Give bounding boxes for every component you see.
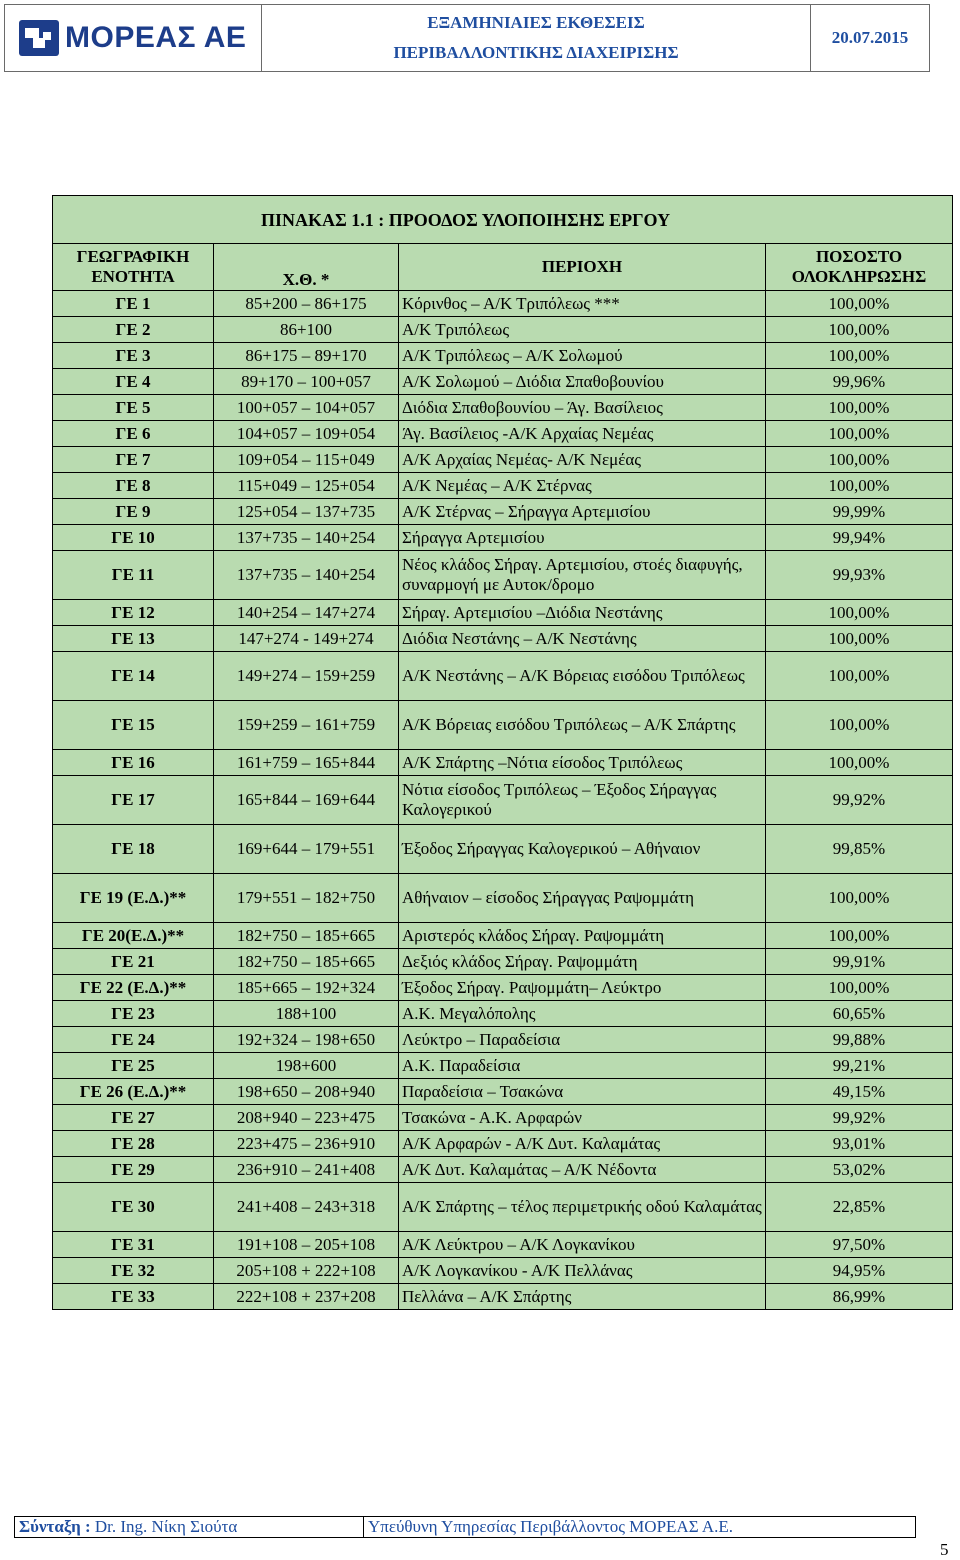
cell-percent: 49,15% bbox=[766, 1079, 953, 1105]
cell-area: Παραδείσια – Τσακώνα bbox=[399, 1079, 766, 1105]
cell-percent: 100,00% bbox=[766, 447, 953, 473]
logo-cell bbox=[5, 5, 262, 72]
cell-area: Α/Κ Λεύκτρου – Α/Κ Λογκανίκου bbox=[399, 1232, 766, 1258]
cell-unit: ΓΕ 11 bbox=[53, 551, 214, 600]
cell-area: Νέος κλάδος Σήραγ. Αρτεμισίου, στοές διαφυγής, συναρμογή με Αυτοκ/δρομο bbox=[399, 551, 766, 600]
cell-chainage: 169+644 – 179+551 bbox=[214, 825, 399, 874]
cell-chainage: 188+100 bbox=[214, 1001, 399, 1027]
table-row bbox=[53, 701, 953, 750]
report-date: 20.07.2015 bbox=[811, 5, 930, 72]
cell-unit: ΓΕ 8 bbox=[53, 473, 214, 499]
cell-unit: ΓΕ 13 bbox=[53, 626, 214, 652]
table-row bbox=[53, 1232, 953, 1258]
table-row bbox=[53, 652, 953, 701]
cell-percent: 100,00% bbox=[766, 652, 953, 701]
cell-area: Διόδια Νεστάνης – Α/Κ Νεστάνης bbox=[399, 626, 766, 652]
cell-chainage: 86+100 bbox=[214, 317, 399, 343]
page-header bbox=[4, 4, 930, 72]
cell-percent: 100,00% bbox=[766, 421, 953, 447]
col-header-area: ΠΕΡΙΟΧΗ bbox=[399, 244, 766, 291]
table-row bbox=[53, 600, 953, 626]
cell-chainage: 182+750 – 185+665 bbox=[214, 923, 399, 949]
cell-area: Α.Κ. Παραδείσια bbox=[399, 1053, 766, 1079]
cell-unit: ΓΕ 6 bbox=[53, 421, 214, 447]
cell-percent: 100,00% bbox=[766, 750, 953, 776]
table-row bbox=[53, 343, 953, 369]
cell-area: Αριστερός κλάδος Σήραγ. Ραψομμάτη bbox=[399, 923, 766, 949]
cell-percent: 60,65% bbox=[766, 1001, 953, 1027]
table-row bbox=[53, 626, 953, 652]
cell-chainage: 149+274 – 159+259 bbox=[214, 652, 399, 701]
table-row bbox=[53, 499, 953, 525]
cell-unit: ΓΕ 15 bbox=[53, 701, 214, 750]
cell-percent: 93,01% bbox=[766, 1131, 953, 1157]
cell-unit: ΓΕ 20(Ε.Δ.)** bbox=[53, 923, 214, 949]
cell-area: Σήραγ. Αρτεμισίου –Διόδια Νεστάνης bbox=[399, 600, 766, 626]
cell-percent: 100,00% bbox=[766, 317, 953, 343]
table-row bbox=[53, 447, 953, 473]
cell-chainage: 104+057 – 109+054 bbox=[214, 421, 399, 447]
cell-percent: 100,00% bbox=[766, 395, 953, 421]
cell-unit: ΓΕ 19 (Ε.Δ.)** bbox=[53, 874, 214, 923]
cell-chainage: 198+650 – 208+940 bbox=[214, 1079, 399, 1105]
cell-chainage: 86+175 – 89+170 bbox=[214, 343, 399, 369]
page-footer bbox=[14, 1516, 916, 1538]
cell-percent: 100,00% bbox=[766, 291, 953, 317]
cell-percent: 22,85% bbox=[766, 1183, 953, 1232]
col-header-unit: ΓΕΩΓΡΑΦΙΚΗ ΕΝΟΤΗΤΑ bbox=[53, 244, 214, 291]
table-row bbox=[53, 551, 953, 600]
table-row bbox=[53, 949, 953, 975]
cell-percent: 99,92% bbox=[766, 1105, 953, 1131]
cell-area: Νότια είσοδος Τριπόλεως – Έξοδος Σήραγγας Καλογερικού bbox=[399, 776, 766, 825]
footer-author-name: Dr. Ing. Νίκη Σιούτα bbox=[94, 1517, 238, 1536]
table-row bbox=[53, 395, 953, 421]
cell-chainage: 137+735 – 140+254 bbox=[214, 525, 399, 551]
cell-chainage: 165+844 – 169+644 bbox=[214, 776, 399, 825]
footer-responsible: Υπεύθυνη Υπηρεσίας Περιβάλλοντος ΜΟΡΕΑΣ Α.Ε. bbox=[364, 1517, 916, 1538]
cell-percent: 99,88% bbox=[766, 1027, 953, 1053]
page-number: 5 bbox=[940, 1540, 949, 1559]
table-row bbox=[53, 1258, 953, 1284]
cell-chainage: 192+324 – 198+650 bbox=[214, 1027, 399, 1053]
table-row bbox=[53, 1079, 953, 1105]
cell-chainage: 125+054 – 137+735 bbox=[214, 499, 399, 525]
cell-area: Α/Κ Λογκανίκου - Α/Κ Πελλάνας bbox=[399, 1258, 766, 1284]
table-row bbox=[53, 1183, 953, 1232]
cell-chainage: 185+665 – 192+324 bbox=[214, 975, 399, 1001]
cell-percent: 99,93% bbox=[766, 551, 953, 600]
cell-area: Α/Κ Τριπόλεως bbox=[399, 317, 766, 343]
table-caption: ΠΙΝΑΚΑΣ 1.1 : ΠΡΟΟΔΟΣ ΥΛΟΠΟΙΗΣΗΣ ΕΡΓΟΥ bbox=[53, 196, 953, 244]
cell-chainage: 161+759 – 165+844 bbox=[214, 750, 399, 776]
cell-percent: 100,00% bbox=[766, 874, 953, 923]
table-row bbox=[53, 473, 953, 499]
cell-percent: 100,00% bbox=[766, 600, 953, 626]
cell-percent: 99,21% bbox=[766, 1053, 953, 1079]
cell-unit: ΓΕ 26 (Ε.Δ.)** bbox=[53, 1079, 214, 1105]
cell-chainage: 115+049 – 125+054 bbox=[214, 473, 399, 499]
cell-chainage: 208+940 – 223+475 bbox=[214, 1105, 399, 1131]
cell-percent: 99,92% bbox=[766, 776, 953, 825]
cell-unit: ΓΕ 21 bbox=[53, 949, 214, 975]
cell-chainage: 109+054 – 115+049 bbox=[214, 447, 399, 473]
cell-area: Τσακώνα - Α.Κ. Αρφαρών bbox=[399, 1105, 766, 1131]
cell-percent: 53,02% bbox=[766, 1157, 953, 1183]
table-row bbox=[53, 317, 953, 343]
cell-unit: ΓΕ 12 bbox=[53, 600, 214, 626]
cell-unit: ΓΕ 7 bbox=[53, 447, 214, 473]
cell-unit: ΓΕ 10 bbox=[53, 525, 214, 551]
cell-percent: 100,00% bbox=[766, 923, 953, 949]
cell-area: Α/Κ Σπάρτης –Νότια είσοδος Τριπόλεως bbox=[399, 750, 766, 776]
cell-area: Α/Κ Αρφαρών - Α/Κ Δυτ. Καλαμάτας bbox=[399, 1131, 766, 1157]
table-row bbox=[53, 776, 953, 825]
cell-unit: ΓΕ 4 bbox=[53, 369, 214, 395]
table-row bbox=[53, 1157, 953, 1183]
cell-chainage: 85+200 – 86+175 bbox=[214, 291, 399, 317]
cell-area: Α/Κ Νεστάνης – Α/Κ Βόρειας εισόδου Τριπόλεως bbox=[399, 652, 766, 701]
cell-chainage: 191+108 – 205+108 bbox=[214, 1232, 399, 1258]
cell-chainage: 100+057 – 104+057 bbox=[214, 395, 399, 421]
cell-unit: ΓΕ 25 bbox=[53, 1053, 214, 1079]
table-row bbox=[53, 1105, 953, 1131]
cell-percent: 97,50% bbox=[766, 1232, 953, 1258]
cell-unit: ΓΕ 28 bbox=[53, 1131, 214, 1157]
report-title bbox=[262, 5, 811, 72]
cell-area: Α/Κ Σπάρτης – τέλος περιμετρικής οδού Καλαμάτας bbox=[399, 1183, 766, 1232]
cell-area: Κόρινθος – Α/Κ Τριπόλεως *** bbox=[399, 291, 766, 317]
cell-chainage: 182+750 – 185+665 bbox=[214, 949, 399, 975]
cell-area: Δεξιός κλάδος Σήραγ. Ραψομμάτη bbox=[399, 949, 766, 975]
cell-area: Α/Κ Αρχαίας Νεμέας- Α/Κ Νεμέας bbox=[399, 447, 766, 473]
cell-percent: 99,94% bbox=[766, 525, 953, 551]
company-logo bbox=[5, 5, 261, 71]
cell-area: Άγ. Βασίλειος -Α/Κ Αρχαίας Νεμέας bbox=[399, 421, 766, 447]
cell-chainage: 89+170 – 100+057 bbox=[214, 369, 399, 395]
cell-unit: ΓΕ 23 bbox=[53, 1001, 214, 1027]
cell-chainage: 179+551 – 182+750 bbox=[214, 874, 399, 923]
cell-area: Α/Κ Νεμέας – Α/Κ Στέρνας bbox=[399, 473, 766, 499]
logo-text: ΜΟΡΕΑΣ ΑΕ bbox=[65, 21, 247, 54]
table-row bbox=[53, 825, 953, 874]
cell-unit: ΓΕ 18 bbox=[53, 825, 214, 874]
cell-area: Έξοδος Σήραγ. Ραψομμάτη– Λεύκτρο bbox=[399, 975, 766, 1001]
table-row bbox=[53, 975, 953, 1001]
cell-percent: 86,99% bbox=[766, 1284, 953, 1310]
table-row bbox=[53, 1053, 953, 1079]
cell-percent: 100,00% bbox=[766, 473, 953, 499]
logo-map-icon bbox=[19, 20, 59, 56]
table-row bbox=[53, 1284, 953, 1310]
cell-chainage: 198+600 bbox=[214, 1053, 399, 1079]
cell-unit: ΓΕ 29 bbox=[53, 1157, 214, 1183]
cell-unit: ΓΕ 22 (Ε.Δ.)** bbox=[53, 975, 214, 1001]
cell-unit: ΓΕ 30 bbox=[53, 1183, 214, 1232]
cell-area: Α/Κ Βόρειας εισόδου Τριπόλεως – Α/Κ Σπάρτης bbox=[399, 701, 766, 750]
progress-table bbox=[52, 195, 953, 1310]
cell-unit: ΓΕ 24 bbox=[53, 1027, 214, 1053]
table-row bbox=[53, 1001, 953, 1027]
cell-percent: 99,96% bbox=[766, 369, 953, 395]
cell-unit: ΓΕ 9 bbox=[53, 499, 214, 525]
cell-area: Έξοδος Σήραγγας Καλογερικού – Αθήναιον bbox=[399, 825, 766, 874]
col-header-chainage: Χ.Θ. * bbox=[214, 244, 399, 291]
table-header-row bbox=[53, 244, 953, 291]
cell-chainage: 137+735 – 140+254 bbox=[214, 551, 399, 600]
cell-unit: ΓΕ 31 bbox=[53, 1232, 214, 1258]
cell-unit: ΓΕ 32 bbox=[53, 1258, 214, 1284]
table-row bbox=[53, 525, 953, 551]
cell-unit: ΓΕ 3 bbox=[53, 343, 214, 369]
cell-percent: 100,00% bbox=[766, 343, 953, 369]
cell-area: Πελλάνα – Α/Κ Σπάρτης bbox=[399, 1284, 766, 1310]
cell-unit: ΓΕ 5 bbox=[53, 395, 214, 421]
cell-unit: ΓΕ 27 bbox=[53, 1105, 214, 1131]
cell-unit: ΓΕ 2 bbox=[53, 317, 214, 343]
cell-area: Α/Κ Στέρνας – Σήραγγα Αρτεμισίου bbox=[399, 499, 766, 525]
cell-area: Διόδια Σπαθοβουνίου – Άγ. Βασίλειος bbox=[399, 395, 766, 421]
cell-area: Α.Κ. Μεγαλόπολης bbox=[399, 1001, 766, 1027]
cell-area: Α/Κ Τριπόλεως – Α/Κ Σολωμού bbox=[399, 343, 766, 369]
table-row bbox=[53, 1027, 953, 1053]
report-title-line2: ΠΕΡΙΒΑΛΛΟΝΤΙΚΗΣ ΔΙΑΧΕΙΡΙΣΗΣ bbox=[393, 43, 679, 62]
cell-percent: 100,00% bbox=[766, 701, 953, 750]
cell-percent: 100,00% bbox=[766, 626, 953, 652]
cell-percent: 99,99% bbox=[766, 499, 953, 525]
cell-area: Α/Κ Σολωμού – Διόδια Σπαθοβουνίου bbox=[399, 369, 766, 395]
cell-unit: ΓΕ 16 bbox=[53, 750, 214, 776]
cell-chainage: 241+408 – 243+318 bbox=[214, 1183, 399, 1232]
cell-area: Σήραγγα Αρτεμισίου bbox=[399, 525, 766, 551]
table-row bbox=[53, 750, 953, 776]
cell-percent: 94,95% bbox=[766, 1258, 953, 1284]
cell-unit: ΓΕ 1 bbox=[53, 291, 214, 317]
footer-author bbox=[15, 1517, 364, 1538]
cell-chainage: 147+274 - 149+274 bbox=[214, 626, 399, 652]
table-row bbox=[53, 421, 953, 447]
cell-percent: 99,91% bbox=[766, 949, 953, 975]
cell-chainage: 159+259 – 161+759 bbox=[214, 701, 399, 750]
cell-unit: ΓΕ 33 bbox=[53, 1284, 214, 1310]
report-title-line1: ΕΞΑΜΗΝΙΑΙΕΣ ΕΚΘΕΣΕΙΣ bbox=[427, 13, 645, 32]
table-row bbox=[53, 1131, 953, 1157]
cell-area: Αθήναιον – είσοδος Σήραγγας Ραψομμάτη bbox=[399, 874, 766, 923]
footer-author-label: Σύνταξη : bbox=[19, 1517, 91, 1536]
table-row bbox=[53, 369, 953, 395]
cell-unit: ΓΕ 14 bbox=[53, 652, 214, 701]
table-row bbox=[53, 923, 953, 949]
table-row bbox=[53, 291, 953, 317]
table-row bbox=[53, 874, 953, 923]
col-header-percent: ΠΟΣΟΣΤΟ ΟΛΟΚΛΗΡΩΣΗΣ bbox=[766, 244, 953, 291]
cell-chainage: 140+254 – 147+274 bbox=[214, 600, 399, 626]
cell-chainage: 236+910 – 241+408 bbox=[214, 1157, 399, 1183]
cell-chainage: 223+475 – 236+910 bbox=[214, 1131, 399, 1157]
cell-unit: ΓΕ 17 bbox=[53, 776, 214, 825]
cell-chainage: 222+108 + 237+208 bbox=[214, 1284, 399, 1310]
cell-percent: 99,85% bbox=[766, 825, 953, 874]
cell-percent: 100,00% bbox=[766, 975, 953, 1001]
cell-area: Α/Κ Δυτ. Καλαμάτας – Α/Κ Νέδοντα bbox=[399, 1157, 766, 1183]
cell-area: Λεύκτρο – Παραδείσια bbox=[399, 1027, 766, 1053]
cell-chainage: 205+108 + 222+108 bbox=[214, 1258, 399, 1284]
